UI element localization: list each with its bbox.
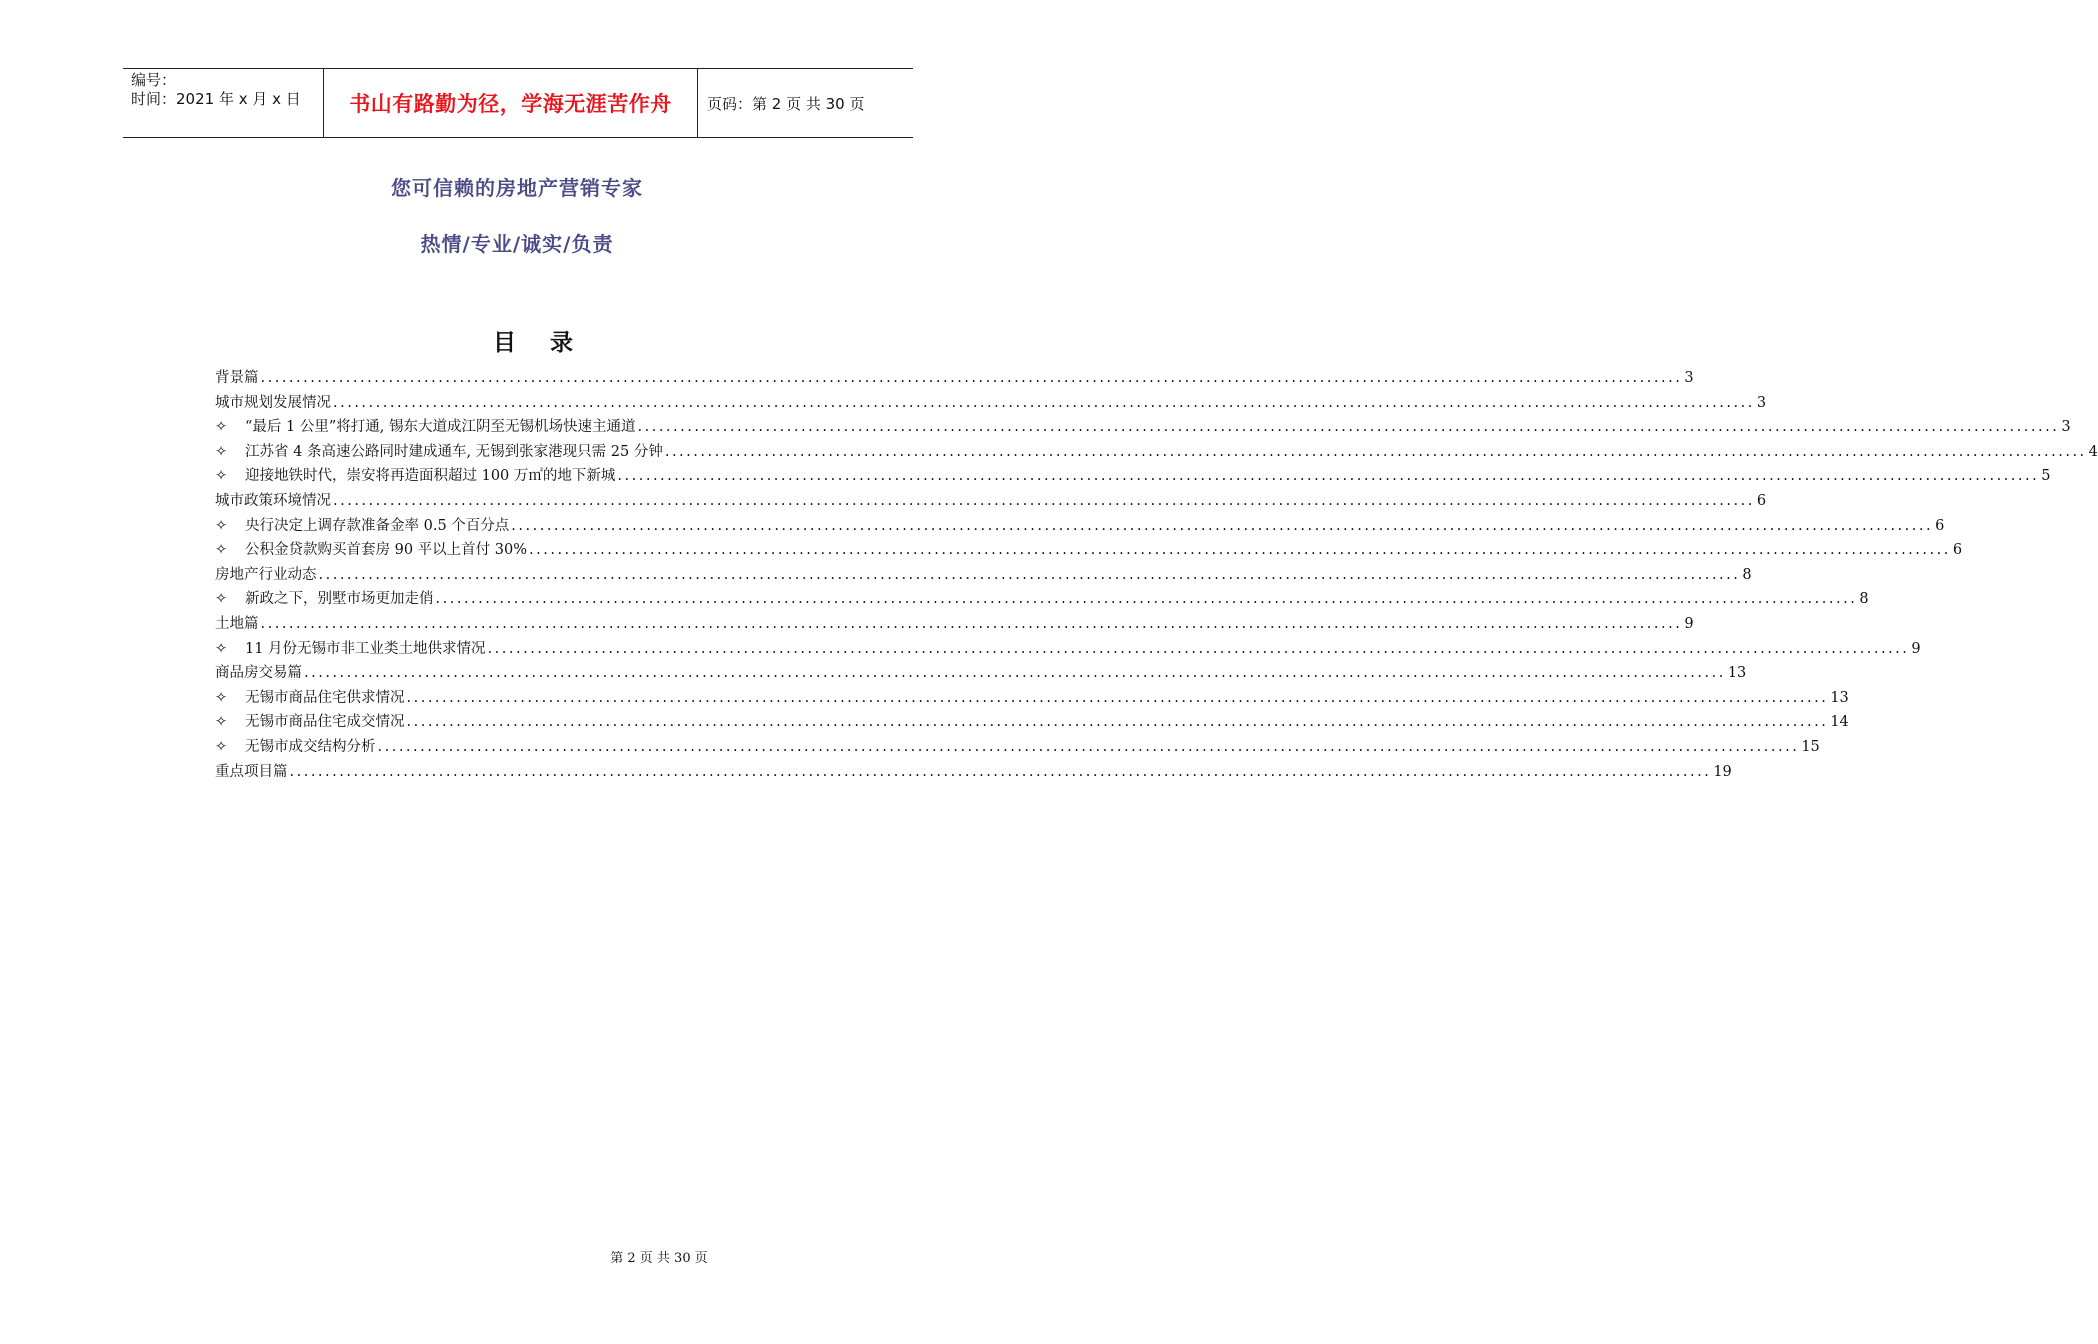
table-of-contents — [215, 366, 2098, 784]
toc-entry-label: 无锡市商品住宅成交情况 — [245, 714, 405, 731]
toc-dot-leader: ........................................................................................................................................................................................................ — [487, 640, 1910, 657]
toc-entry-page: 9 — [1684, 615, 1694, 632]
toc-entry-label: 江苏省 4 条高速公路同时建成通车, 无锡到张家港现只需 25 分钟 — [245, 443, 663, 460]
time-label: 时间：2021 年 x 月 x 日 — [131, 90, 301, 108]
footer-page-info: 第 2 页 共 30 页 — [610, 1251, 708, 1266]
toc-entry-label: 央行决定上调存款准备金率 0.5 个百分点 — [245, 517, 510, 534]
toc-entry-page: 3 — [1756, 394, 1767, 411]
page-label: 页码：第 2 页 共 30 页 — [707, 94, 865, 113]
toc-dot-leader: ........................................................................................................................................................................................................ — [637, 419, 2060, 436]
toc-entry-page: 8 — [1859, 591, 1869, 608]
toc-entry-page: 6 — [1952, 542, 1963, 559]
toc-entry-label: 迎接地铁时代，崇安将再造面积超过 100 万㎡的地下新城 — [245, 468, 616, 485]
toc-entry[interactable] — [215, 686, 1849, 711]
toc-entry-page: 8 — [1742, 566, 1752, 583]
toc-entry-label: “最后 1 公里”将打通, 锡东大道成江阴至无锡机场快速主通道 — [245, 419, 636, 436]
toc-dot-leader: ........................................................................................................................................................................................................ — [617, 468, 2040, 485]
header-table — [123, 68, 913, 138]
toc-entry-page: 4 — [2088, 443, 2098, 460]
toc-dot-leader: ........................................................................................................................................................................................................ — [377, 738, 1800, 755]
toc-entry-label: 无锡市商品住宅供求情况 — [245, 689, 405, 706]
toc-title: 目 录 — [492, 330, 573, 356]
diamond-bullet-icon: ✧ — [215, 738, 228, 755]
diamond-bullet-icon: ✧ — [215, 443, 228, 460]
toc-entry-label: 城市规划发展情况 — [215, 394, 331, 411]
motto: 书山有路勤为径，学海无涯苦作舟 — [324, 69, 698, 137]
diamond-bullet-icon: ✧ — [215, 640, 228, 657]
header-meta-cell — [123, 69, 324, 137]
diamond-bullet-icon: ✧ — [215, 542, 228, 559]
toc-entry[interactable] — [215, 612, 1694, 637]
toc-entry-label: 背景篇 — [215, 370, 259, 386]
toc-entry-page: 14 — [1830, 714, 1849, 731]
toc-dot-leader: ........................................................................................................................................................................................................ — [664, 443, 2087, 460]
toc-entry[interactable] — [215, 710, 1849, 735]
toc-entry[interactable] — [215, 661, 1747, 686]
toc-entry-label: 无锡市成交结构分析 — [245, 738, 376, 755]
toc-entry[interactable] — [215, 489, 1767, 514]
toc-dot-leader: ........................................................................................................................................................................................................ — [529, 542, 1951, 559]
toc-dot-leader: ........................................................................................................................................................................................................ — [406, 714, 1829, 731]
toc-entry-page: 6 — [1756, 492, 1767, 509]
toc-entry-page: 19 — [1713, 763, 1732, 780]
diamond-bullet-icon: ✧ — [215, 591, 228, 608]
tagline-primary: 您可信赖的房地产营销专家 — [391, 176, 643, 200]
toc-dot-leader: ........................................................................................................................................................................................................ — [406, 689, 1829, 706]
toc-entry-page: 15 — [1801, 738, 1820, 755]
toc-dot-leader: ........................................................................................................................................................................................................ — [260, 615, 1683, 632]
toc-entry-page: 6 — [1935, 517, 1945, 534]
toc-entry[interactable] — [215, 366, 1694, 391]
toc-entry-label: 公积金贷款购买首套房 90 平以上首付 30% — [245, 542, 528, 559]
toc-entry[interactable] — [215, 637, 1921, 662]
toc-entry[interactable] — [215, 514, 1945, 539]
toc-dot-leader: ........................................................................................................................................................................................................ — [304, 665, 1726, 682]
toc-entry[interactable] — [215, 587, 1869, 612]
toc-entry-page: 3 — [2061, 419, 2071, 436]
toc-dot-leader: ........................................................................................................................................................................................................ — [260, 370, 1683, 386]
toc-entry-page: 9 — [1911, 640, 1921, 657]
diamond-bullet-icon: ✧ — [215, 517, 228, 534]
toc-dot-leader: ........................................................................................................................................................................................................ — [435, 591, 1858, 608]
toc-entry-label: 商品房交易篇 — [215, 665, 302, 682]
toc-entry-page: 5 — [2041, 468, 2051, 485]
toc-entry[interactable] — [215, 415, 2071, 440]
toc-entry[interactable] — [215, 464, 2051, 489]
toc-dot-leader: ........................................................................................................................................................................................................ — [511, 517, 1934, 534]
toc-entry[interactable] — [215, 563, 1752, 588]
toc-entry-label: 土地篇 — [215, 615, 259, 632]
diamond-bullet-icon: ✧ — [215, 689, 228, 706]
diamond-bullet-icon: ✧ — [215, 468, 228, 485]
toc-entry-page: 13 — [1830, 689, 1849, 706]
toc-dot-leader: ........................................................................................................................................................................................................ — [333, 492, 1755, 509]
toc-dot-leader: ........................................................................................................................................................................................................ — [333, 394, 1755, 411]
toc-entry[interactable] — [215, 760, 1732, 785]
toc-dot-leader: ........................................................................................................................................................................................................ — [289, 763, 1712, 780]
toc-entry[interactable] — [215, 440, 2098, 465]
toc-entry-label: 新政之下，别墅市场更加走俏 — [245, 591, 434, 608]
toc-entry-page: 13 — [1727, 665, 1747, 682]
toc-entry-label: 11 月份无锡市非工业类土地供求情况 — [245, 640, 486, 657]
diamond-bullet-icon: ✧ — [215, 419, 228, 436]
toc-entry[interactable] — [215, 735, 1820, 760]
toc-entry-label: 重点项目篇 — [215, 763, 288, 780]
toc-dot-leader: ........................................................................................................................................................................................................ — [318, 566, 1741, 583]
number-label: 编号： — [131, 71, 177, 89]
toc-entry-label: 房地产行业动态 — [215, 566, 317, 583]
toc-entry[interactable] — [215, 391, 1767, 416]
toc-entry-label: 城市政策环境情况 — [215, 492, 331, 509]
tagline-secondary: 热情/专业/诚实/负责 — [420, 232, 614, 256]
toc-entry-page: 3 — [1684, 370, 1694, 386]
diamond-bullet-icon: ✧ — [215, 714, 228, 731]
toc-entry[interactable] — [215, 538, 1963, 563]
